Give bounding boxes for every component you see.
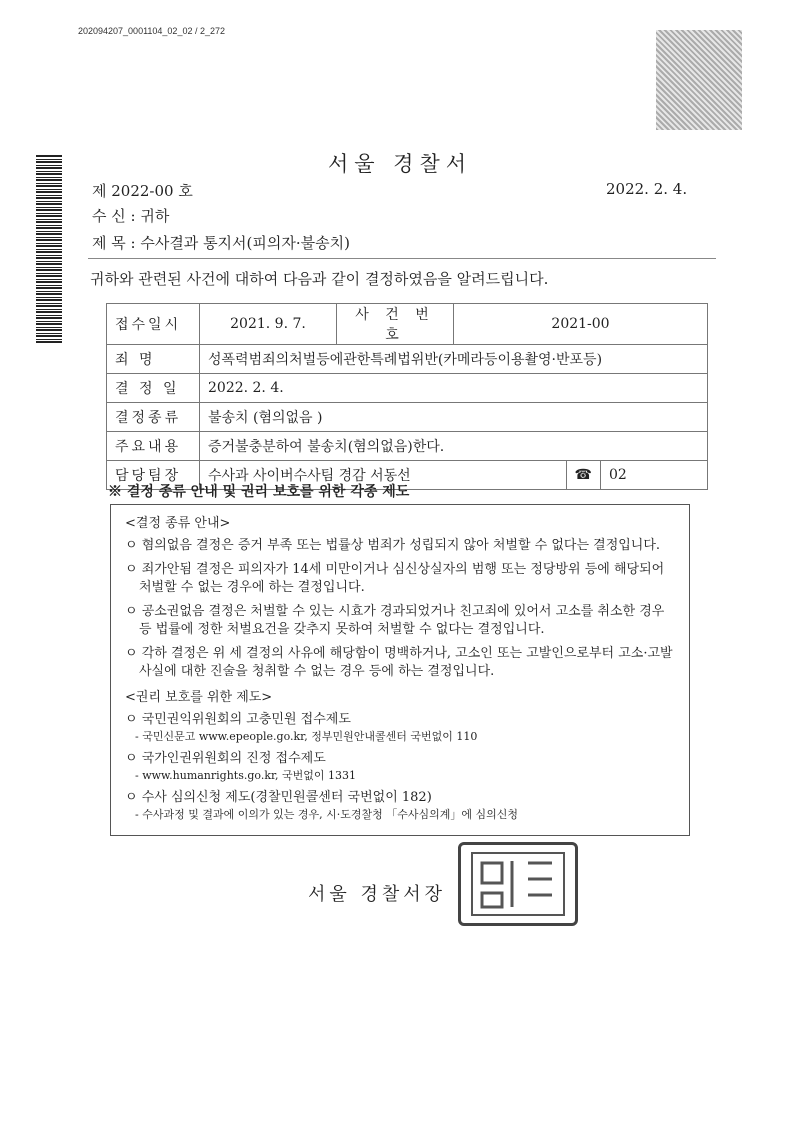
case-table [106, 303, 708, 490]
divider [88, 258, 716, 259]
seal-graphic [468, 849, 568, 919]
list-item: ㅇ 국가인권위원회의 진정 접수제도 [125, 751, 326, 766]
recipient: 수 신 : 귀하 [92, 207, 170, 225]
phone-value: 02 [601, 461, 708, 490]
list-item: ㅇ 혐의없음 결정은 증거 부족 또는 법률상 범죄가 성립되지 않아 처벌할 수 없다는 결정입니다. [125, 538, 661, 553]
notes-heading: ※ 결정 종류 안내 및 권리 보호를 위한 각종 제도 [108, 484, 410, 500]
list-item-detail: - 수사과정 및 결과에 이의가 있는 경우, 시·도경찰청 「수사심의계」에 심의신청 [135, 808, 518, 821]
table-row [107, 304, 708, 345]
table-row [107, 403, 708, 432]
notes-box [110, 504, 690, 836]
intro-text: 귀하와 관련된 사건에 대하여 다음과 같이 결정하였음을 알려드립니다. [90, 270, 549, 288]
official-seal [458, 842, 578, 926]
case-label: 사 건 번 호 [337, 304, 454, 345]
page-title: 서울 경찰서 [327, 152, 473, 176]
list-item-detail: - www.humanrights.go.kr, 국번없이 1331 [135, 769, 357, 782]
table-row [107, 432, 708, 461]
table-row [107, 374, 708, 403]
crime-value: 성폭력범죄의처벌등에관한특례법위반(카메라등이용촬영·반포등) [200, 345, 708, 374]
list-item: ㅇ 공소권없음 결정은 처벌할 수 있는 시효가 경과되었거나 친고죄에 있어서 고소를 취소한 경우 등 법률에 정한 처벌요건을 갖추지 못하여 처벌할 수 없다는 결정입니다. [125, 604, 665, 637]
document-id: 202094207_0001104_02_02 / 2_272 [78, 26, 225, 36]
decision-type-label: 결정종류 [107, 403, 200, 432]
received-label: 접수일시 [107, 304, 200, 345]
subject: 제 목 : 수사결과 통지서(피의자·불송치) [92, 234, 350, 252]
decision-guide-heading: <결정 종류 안내> [125, 516, 231, 531]
crime-label: 죄 명 [107, 345, 200, 374]
issuer-signature: 서울 경찰서장 [308, 884, 447, 905]
officer-value: 수사과 사이버수사팀 경감 서동선 [200, 461, 567, 490]
list-item: ㅇ 수사 심의신청 제도(경찰민원콜센터 국번없이 182) [125, 790, 432, 805]
list-item: ㅇ 죄가안됨 결정은 피의자가 14세 미만이거나 심신상실자의 범행 또는 정당방위 등에 해당되어 처벌할 수 없는 경우에 하는 결정입니다. [125, 562, 665, 595]
case-value: 2021-00 [454, 304, 708, 345]
list-item-detail: - 국민신문고 www.epeople.go.kr, 정부민원안내콜센터 국번없이 110 [135, 730, 478, 743]
list-item: ㅇ 국민권익위원회의 고충민원 접수제도 [125, 712, 351, 727]
phone-icon: ☎ [566, 461, 600, 490]
table-row [107, 345, 708, 374]
document-date: 2022. 2. 4. [606, 180, 688, 198]
summary-label: 주요내용 [107, 432, 200, 461]
barcode [36, 155, 62, 343]
rights-heading: <권리 보호를 위한 제도> [125, 690, 273, 705]
officer-label: 담당팀장 [107, 461, 200, 490]
qr-code [656, 30, 742, 130]
summary-value: 증거불충분하여 불송치(혐의없음)한다. [200, 432, 708, 461]
decision-date-label: 결 정 일 [107, 374, 200, 403]
received-value: 2021. 9. 7. [200, 304, 337, 345]
decision-type-value: 불송치 (혐의없음 ) [200, 403, 708, 432]
decision-date-value: 2022. 2. 4. [200, 374, 708, 403]
document-number: 제 2022-00 호 [92, 182, 193, 200]
list-item: ㅇ 각하 결정은 위 세 결정의 사유에 해당함이 명백하거나, 고소인 또는 고발인으로부터 고소·고발 사실에 대한 진술을 청취할 수 없는 경우 등에 하는 결정입니다. [125, 646, 673, 679]
